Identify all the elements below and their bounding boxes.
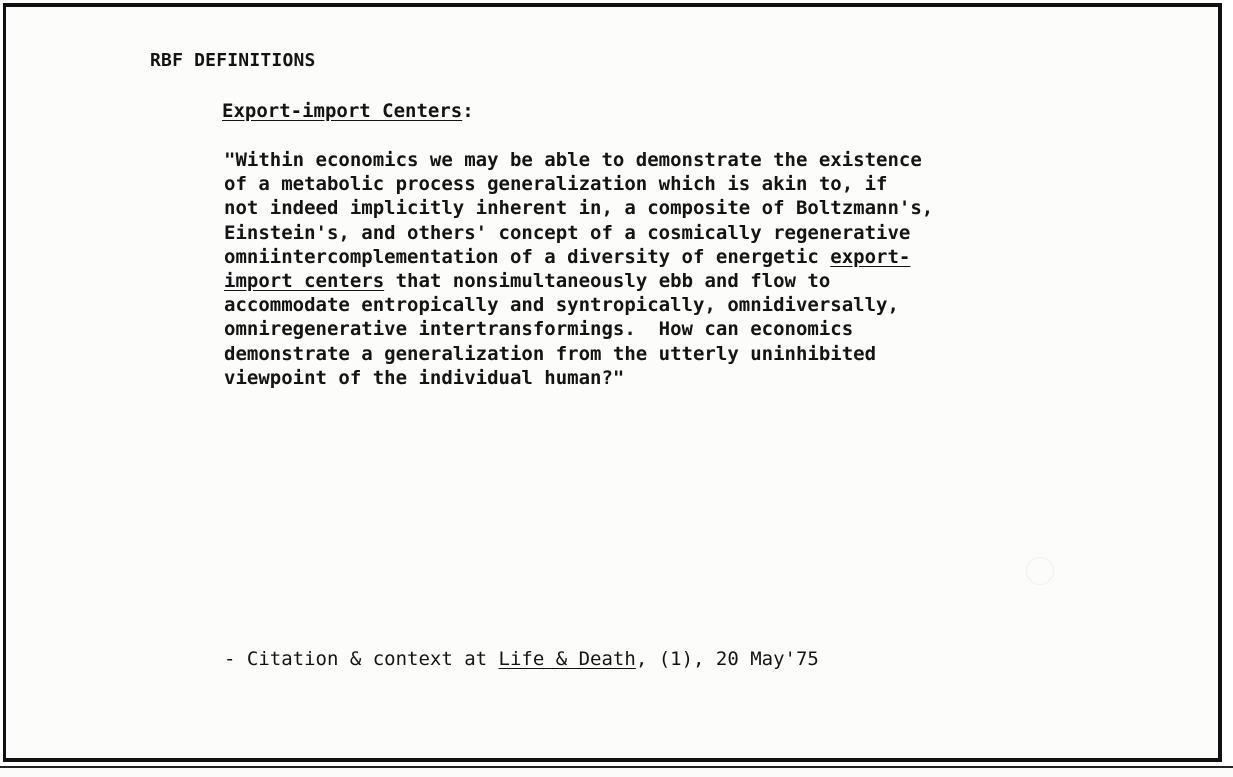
quote-line xyxy=(224,293,933,317)
definition-term-colon: : xyxy=(462,100,474,122)
citation-line xyxy=(224,648,819,670)
quote-line xyxy=(224,148,933,172)
quote-text: "Within economics we may be able to demonstrate the existence xyxy=(224,149,922,171)
quote-line xyxy=(224,172,933,196)
quote-line xyxy=(224,245,933,269)
quote-text: omniintercomplementation of a diversity of energetic xyxy=(224,245,831,268)
quote-line xyxy=(224,317,933,341)
quote-text: demonstrate a generalization from the utterly uninhibited xyxy=(224,342,877,365)
page-title: RBF DEFINITIONS xyxy=(150,50,316,71)
quote-term-link[interactable]: import centers xyxy=(224,269,385,292)
citation-suffix: , (1), 20 May'75 xyxy=(635,648,819,670)
quote-line xyxy=(224,342,933,366)
quote-text: not indeed implicitly inherent in, a composite of Boltzmann's, xyxy=(224,197,934,220)
next-card-edge xyxy=(0,766,1233,777)
quote-text: accommodate entropically and syntropically, omnidiversally, xyxy=(224,294,899,317)
paper-smudge xyxy=(1026,557,1054,585)
citation-prefix: - Citation & context at xyxy=(224,648,499,670)
quote-line xyxy=(224,196,933,220)
quote-text: that nonsimultaneously ebb and flow to xyxy=(384,269,831,292)
definition-term xyxy=(222,100,474,122)
quote-text: omniregenerative intertransformings. How can economics xyxy=(224,318,854,341)
citation-link[interactable]: Life & Death xyxy=(498,648,636,670)
definition-term-label: Export-import Centers xyxy=(222,100,463,122)
quote-text: Einstein's, and others' concept of a cosmically regenerative xyxy=(224,221,911,244)
quote-text: viewpoint of the individual human?" xyxy=(224,366,625,389)
quote-text: of a metabolic process generalization which is akin to, if xyxy=(224,173,888,196)
quote-line xyxy=(224,269,933,293)
definition-quote xyxy=(224,148,933,390)
quote-line xyxy=(224,221,933,245)
quote-term-link[interactable]: export- xyxy=(830,245,911,268)
quote-line xyxy=(224,366,933,390)
